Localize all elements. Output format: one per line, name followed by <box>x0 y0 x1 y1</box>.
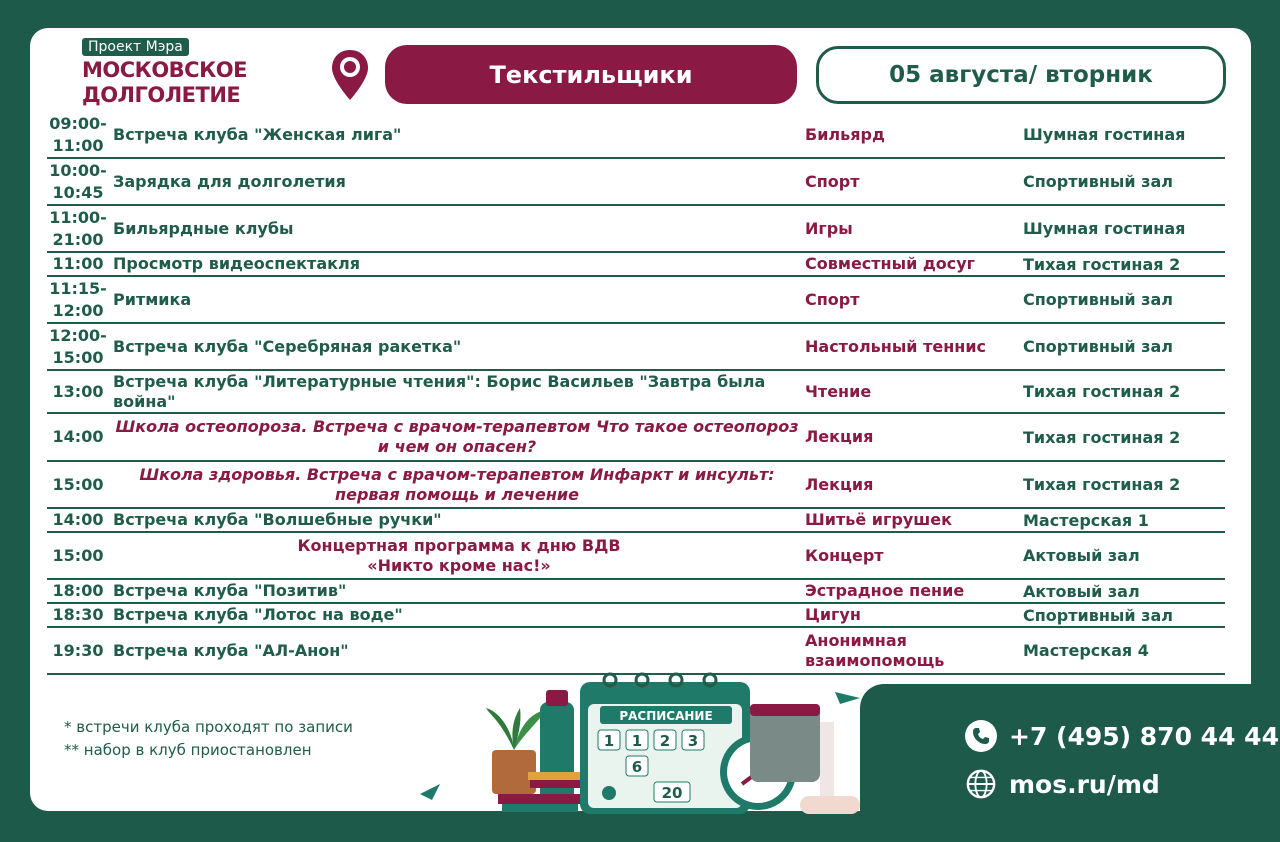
row-room: Спортивный зал <box>1023 605 1173 625</box>
row-title: Встреча клуба "Серебряная ракетка" <box>113 336 462 356</box>
table-row <box>47 604 1225 628</box>
calendar-num-3: 3 <box>687 732 699 750</box>
row-time: 11:00- 21:00 <box>49 207 107 249</box>
row-title: Встреча клуба "Волшебные ручки" <box>113 510 442 529</box>
calendar-num-1: 1 <box>603 732 615 750</box>
row-room: Актовый зал <box>1023 546 1140 565</box>
row-type: Эстрадное пение <box>805 581 965 600</box>
row-time: 14:00 <box>52 510 104 529</box>
row-type: Игры <box>805 218 853 238</box>
row-type: Лекция <box>805 474 874 494</box>
table-row <box>47 462 1225 509</box>
logo-badge: Проект Мэра <box>82 38 189 56</box>
row-time: 15:00 <box>52 474 104 494</box>
row-type: Совместный досуг <box>805 254 976 273</box>
site-url: mos.ru/md <box>1009 769 1160 799</box>
row-room: Шумная гостиная <box>1023 219 1186 238</box>
table-row <box>47 253 1225 277</box>
calendar-num-6: 6 <box>631 758 643 776</box>
calendar-label: РАСПИСАНИЕ <box>619 709 713 723</box>
row-title: Встреча клуба "Лотос на воде" <box>113 605 403 624</box>
calendar-illustration <box>420 660 880 824</box>
row-title: Бильярдные клубы <box>113 218 294 238</box>
row-type: Чтение <box>805 381 872 401</box>
row-title: Встреча клуба "Женская лига" <box>113 124 402 144</box>
footer-cutout <box>860 684 1280 842</box>
table-row <box>47 277 1225 324</box>
row-type: Бильярд <box>805 124 885 144</box>
table-row <box>47 414 1225 462</box>
table-row <box>47 533 1225 580</box>
table-row <box>47 371 1225 414</box>
site-contact[interactable] <box>965 768 1160 800</box>
row-title: Ритмика <box>113 289 192 309</box>
row-type: Концерт <box>805 545 884 565</box>
row-type: Настольный теннис <box>805 336 987 356</box>
row-room: Тихая гостиная 2 <box>1023 427 1181 447</box>
table-row <box>47 206 1225 253</box>
row-room: Спортивный зал <box>1023 172 1173 191</box>
logo-line-2: ДОЛГОЛЕТИЕ <box>82 83 241 107</box>
logo-line-1: МОСКОВСКОЕ <box>82 58 247 82</box>
row-time: 09:00- 11:00 <box>49 113 107 155</box>
row-type: Спорт <box>805 171 860 191</box>
location-pin-icon <box>330 48 370 106</box>
table-row <box>47 509 1225 533</box>
globe-icon <box>965 768 997 800</box>
notes <box>64 716 353 762</box>
row-type: Анонимная взаимопомощь <box>805 630 945 670</box>
table-row <box>47 159 1225 206</box>
row-room: Спортивный зал <box>1023 290 1173 309</box>
row-room: Мастерская 1 <box>1023 510 1149 530</box>
row-title: Встреча клуба "АЛ-Анон" <box>113 640 349 660</box>
row-time: 11:15- 12:00 <box>49 278 107 320</box>
row-type: Лекция <box>805 427 874 446</box>
row-room: Тихая гостиная 2 <box>1023 254 1181 274</box>
row-room: Мастерская 4 <box>1023 641 1149 660</box>
row-title: Концертная программа к дню ВДВ «Никто кроме нас!» <box>297 535 621 575</box>
row-time: 18:30 <box>52 605 104 624</box>
phone-number: +7 (495) 870 44 44 <box>1009 721 1279 751</box>
row-type: Шитьё игрушек <box>805 510 952 529</box>
row-title: Зарядка для долголетия <box>113 171 346 191</box>
calendar-num-1b: 1 <box>631 732 643 750</box>
location-title: Текстильщики <box>385 45 797 104</box>
table-row <box>47 112 1225 159</box>
row-title: Встреча клуба "Позитив" <box>113 581 347 600</box>
row-title: Школа остеопороза. Встреча с врачом-терапевтом Что такое остеопороз и чем он опасен? <box>115 417 799 456</box>
calendar-num-2: 2 <box>659 732 671 750</box>
row-title: Просмотр видеоспектакля <box>113 254 360 273</box>
row-room: Тихая гостиная 2 <box>1023 382 1181 401</box>
row-time: 15:00 <box>52 545 104 565</box>
row-time: 19:30 <box>52 640 104 660</box>
row-room: Актовый зал <box>1023 581 1140 601</box>
calendar-num-20: 20 <box>661 784 683 802</box>
row-time: 12:00- 15:00 <box>49 325 107 367</box>
row-room: Шумная гостиная <box>1023 125 1186 144</box>
row-room: Тихая гостиная 2 <box>1023 475 1181 494</box>
row-title: Встреча клуба "Литературные чтения": Борис Васильев "Завтра была война" <box>113 371 766 411</box>
row-title: Школа здоровья. Встреча с врачом-терапевтом Инфаркт и инсульт: первая помощь и лечение <box>139 464 775 504</box>
row-type: Цигун <box>805 605 861 624</box>
phone-icon <box>965 720 997 752</box>
row-time: 10:00- 10:45 <box>49 160 107 202</box>
logo <box>82 36 247 106</box>
schedule-table <box>47 112 1225 675</box>
row-type: Спорт <box>805 289 860 309</box>
row-time: 11:00 <box>52 254 104 273</box>
row-time: 18:00 <box>52 581 104 600</box>
note-suspended: ** набор в клуб приостановлен <box>64 741 312 759</box>
table-row <box>47 324 1225 371</box>
row-room: Спортивный зал <box>1023 337 1173 356</box>
table-row <box>47 580 1225 604</box>
date-title: 05 августа/ вторник <box>816 46 1226 104</box>
phone-contact[interactable] <box>965 720 1279 752</box>
row-time: 13:00 <box>52 381 104 401</box>
note-record: * встречи клуба проходят по записи <box>64 718 353 736</box>
row-time: 14:00 <box>52 427 104 446</box>
